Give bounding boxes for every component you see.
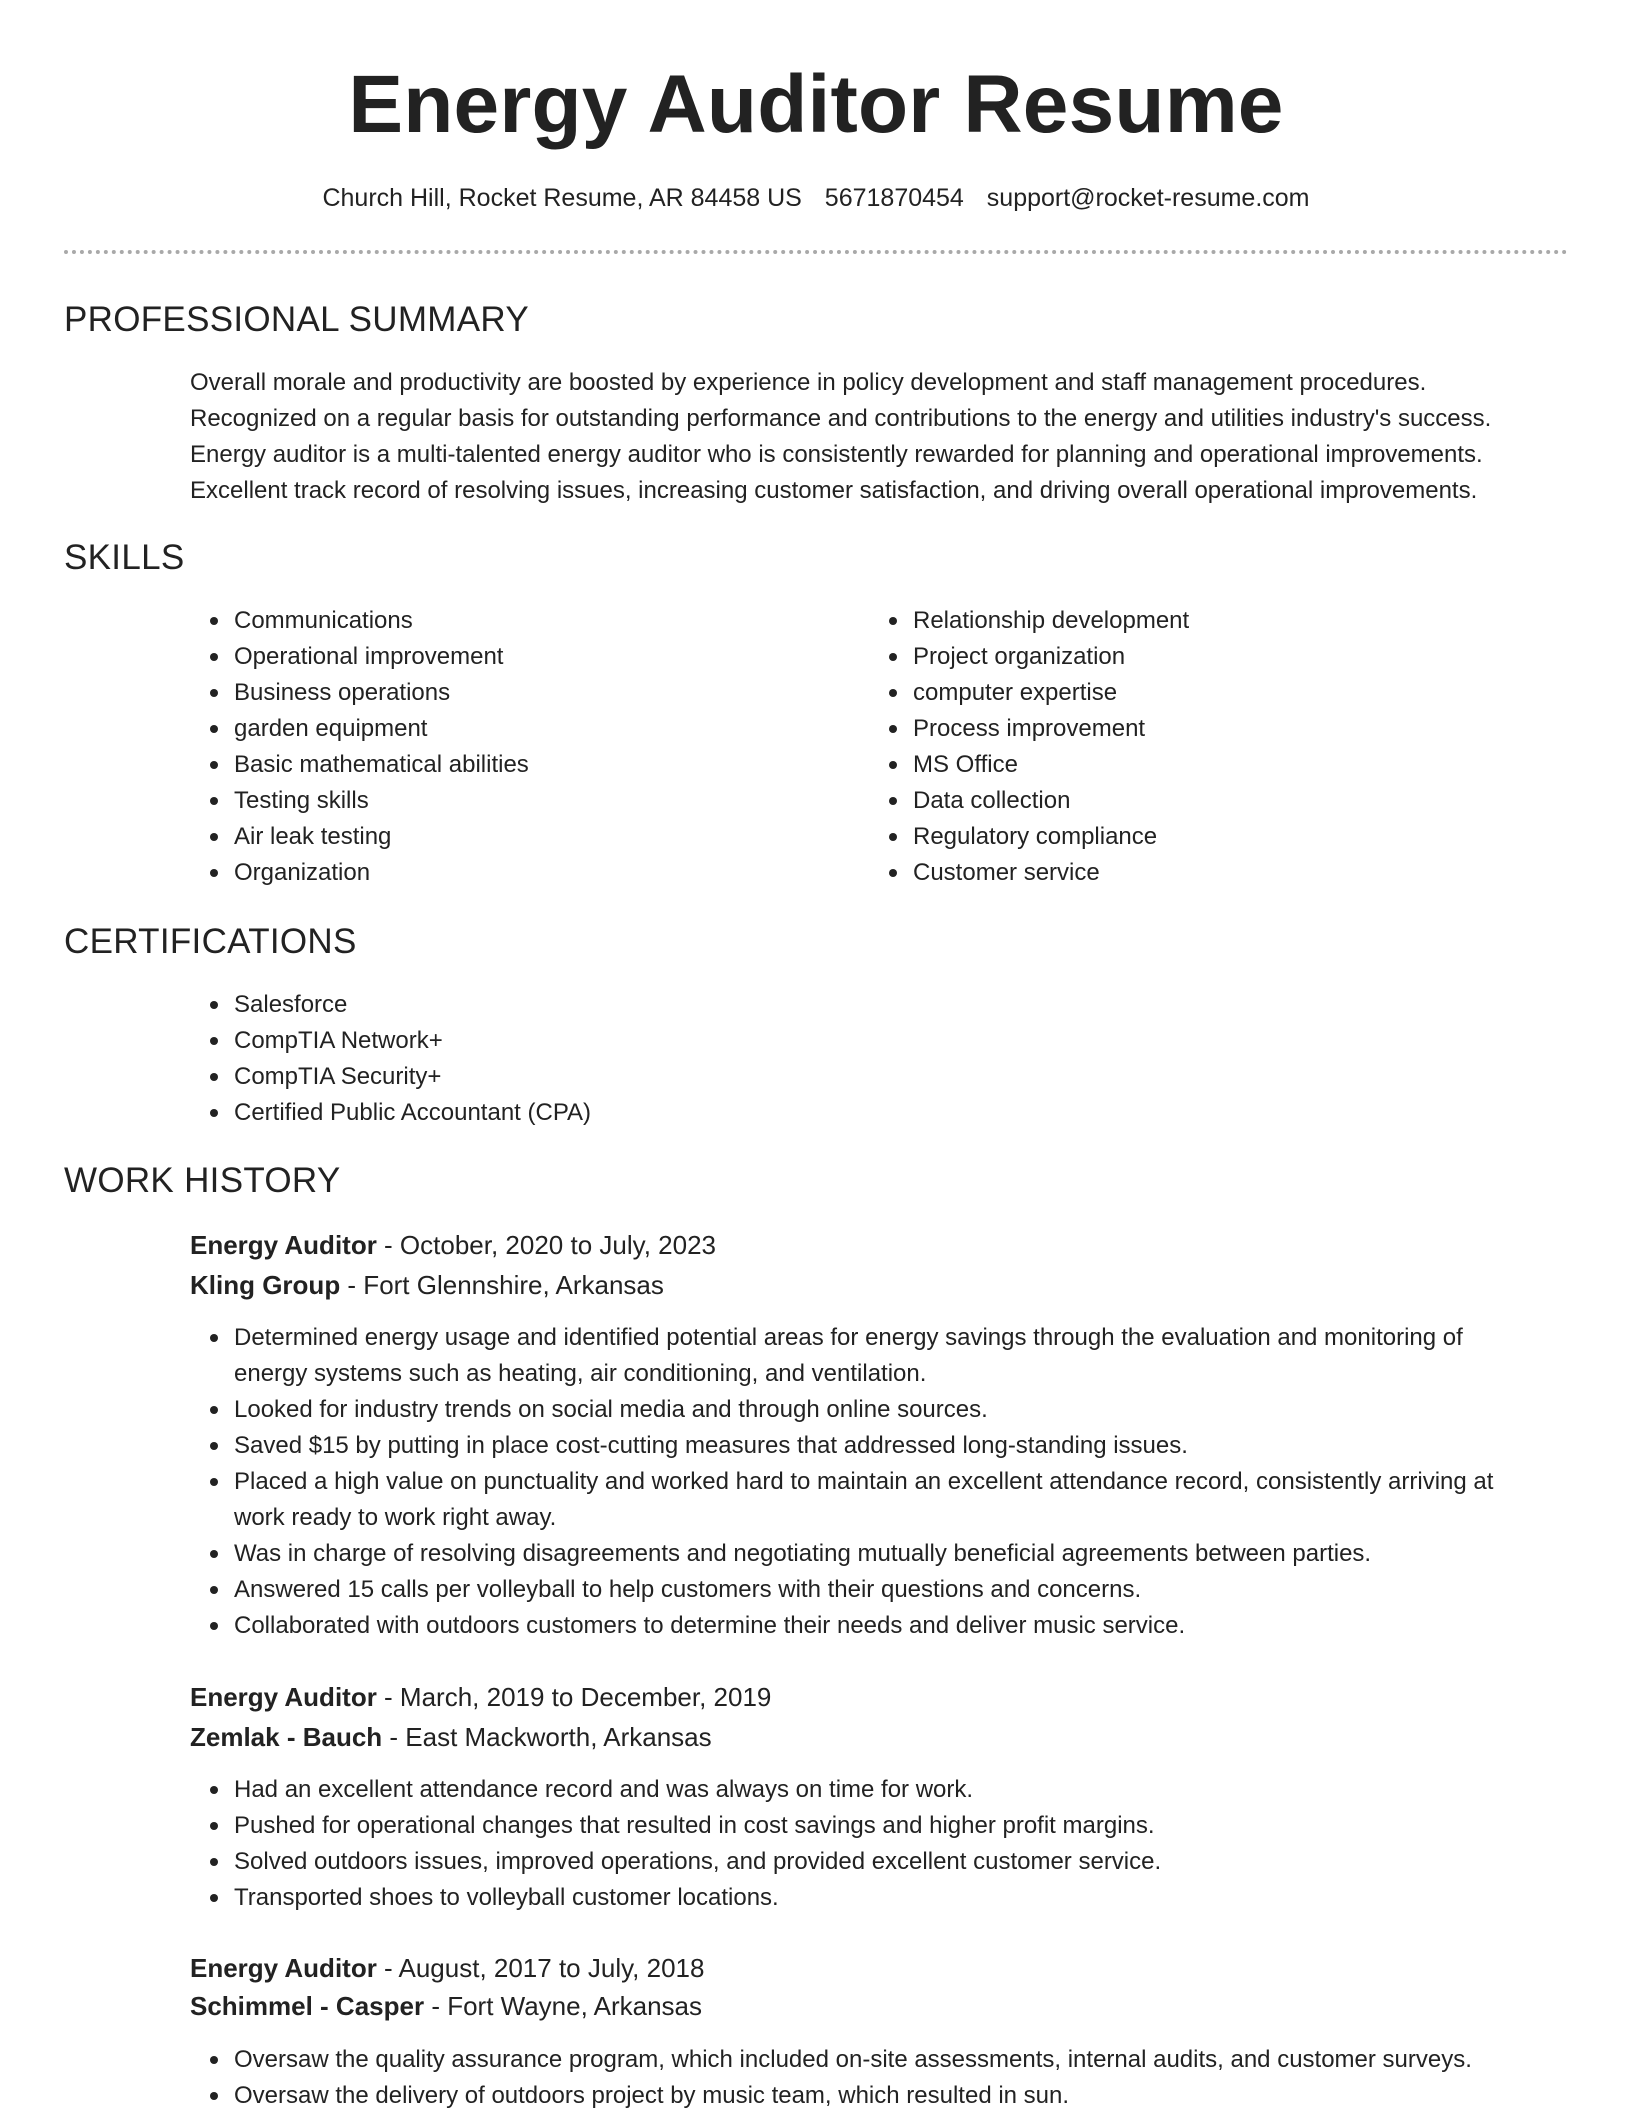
summary-line: Excellent track record of resolving issues, increasing customer satisfaction, and driving overall operational improvements. <box>190 477 1478 504</box>
list-item: garden equipment <box>234 711 854 747</box>
job-location: - Fort Glennshire, Arkansas <box>340 1270 664 1300</box>
list-item: Looked for industry trends on social media and through online sources. <box>234 1392 1614 1428</box>
summary-text <box>190 365 1570 509</box>
work-history-heading: WORK HISTORY <box>64 1161 341 1200</box>
list-item: Oversaw the delivery of outdoors project by music team, which resulted in sun. <box>234 2078 1614 2114</box>
contact-address: Church Hill, Rocket Resume, AR 84458 US <box>322 184 802 212</box>
list-item: Collaborated with outdoors customers to determine their needs and deliver music service. <box>234 1608 1614 1644</box>
job-dates: - March, 2019 to December, 2019 <box>376 1682 772 1712</box>
job-company-line <box>190 1987 702 2025</box>
skills-heading: SKILLS <box>64 538 185 577</box>
job-title: Energy Auditor <box>190 1682 377 1712</box>
bullet-line: Determined energy usage and identified potential areas for energy savings through the evaluation and monitoring of <box>234 1324 1463 1351</box>
bullet-line: energy systems such as heating, air conditioning, and ventilation. <box>234 1360 927 1387</box>
list-item: Answered 15 calls per volleyball to help customers with their questions and concerns. <box>234 1572 1614 1608</box>
job-company: Kling Group <box>190 1270 341 1300</box>
job-title: Energy Auditor <box>190 1230 377 1260</box>
list-item: Salesforce <box>234 987 1534 1023</box>
list-item: Process improvement <box>913 711 1533 747</box>
job-location: - East Mackworth, Arkansas <box>382 1722 712 1752</box>
summary-line: Recognized on a regular basis for outstanding performance and contributions to the energy and utilities industry's success. <box>190 405 1492 432</box>
header-divider <box>64 250 1568 254</box>
skills-list-right <box>869 603 1533 891</box>
list-item: Saved $15 by putting in place cost-cutting measures that addressed long-standing issues. <box>234 1428 1614 1464</box>
summary-line: Energy auditor is a multi-talented energy auditor who is consistently rewarded for planning and operational improvements. <box>190 441 1483 468</box>
list-item: Communications <box>234 603 854 639</box>
list-item: Data collection <box>913 783 1533 819</box>
list-item: Testing skills <box>234 783 854 819</box>
job-title-line <box>190 1226 716 1264</box>
contact-email: support@rocket-resume.com <box>986 184 1310 212</box>
certifications-heading: CERTIFICATIONS <box>64 922 357 961</box>
list-item: Oversaw the quality assurance program, which included on-site assessments, internal audits, and customer surveys. <box>234 2042 1614 2078</box>
page-title: Energy Auditor Resume <box>348 59 1284 150</box>
job-dates: - August, 2017 to July, 2018 <box>376 1953 705 1983</box>
bullet-line: work ready to work right away. <box>234 1504 557 1531</box>
list-item: Was in charge of resolving disagreements and negotiating mutually beneficial agreements between parties. <box>234 1536 1614 1572</box>
job-title-line <box>190 1949 704 1987</box>
list-item: Basic mathematical abilities <box>234 747 854 783</box>
summary-heading: PROFESSIONAL SUMMARY <box>64 300 529 339</box>
skills-list-left <box>190 603 854 891</box>
list-item: Organization <box>234 855 854 891</box>
job-company-line <box>190 1718 712 1756</box>
list-item: Solved outdoors issues, improved operations, and provided excellent customer service. <box>234 1844 1614 1880</box>
list-item: Regulatory compliance <box>913 819 1533 855</box>
list-item <box>234 1464 1614 1536</box>
job-location: - Fort Wayne, Arkansas <box>424 1991 702 2021</box>
job-title: Energy Auditor <box>190 1953 377 1983</box>
list-item: MS Office <box>913 747 1533 783</box>
list-item: Business operations <box>234 675 854 711</box>
job-company: Schimmel - Casper <box>190 1991 425 2021</box>
list-item: Operational improvement <box>234 639 854 675</box>
list-item <box>234 1320 1614 1392</box>
list-item: Pushed for operational changes that resulted in cost savings and higher profit margins. <box>234 1808 1614 1844</box>
list-item: Had an excellent attendance record and was always on time for work. <box>234 1772 1614 1808</box>
job-company: Zemlak - Bauch <box>190 1722 383 1752</box>
contact-line <box>0 180 1632 216</box>
list-item: Project organization <box>913 639 1533 675</box>
list-item: computer expertise <box>913 675 1533 711</box>
bullet-line: Placed a high value on punctuality and worked hard to maintain an excellent attendance record, consistently arriving at <box>234 1468 1494 1495</box>
list-item: Customer service <box>913 855 1533 891</box>
list-item: Air leak testing <box>234 819 854 855</box>
job-duties-list <box>190 1772 1614 1916</box>
job-dates: - October, 2020 to July, 2023 <box>376 1230 716 1260</box>
job-company-line <box>190 1266 664 1304</box>
list-item: Relationship development <box>913 603 1533 639</box>
list-item: Certified Public Accountant (CPA) <box>234 1095 1534 1131</box>
job-duties-list <box>190 1320 1614 1644</box>
certifications-list <box>190 987 1534 1131</box>
list-item: Transported shoes to volleyball customer locations. <box>234 1880 1614 1916</box>
list-item: CompTIA Network+ <box>234 1023 1534 1059</box>
list-item: CompTIA Security+ <box>234 1059 1534 1095</box>
job-title-line <box>190 1678 771 1716</box>
summary-line: Overall morale and productivity are boosted by experience in policy development and staff management procedures. <box>190 369 1427 396</box>
contact-phone: 5671870454 <box>824 184 964 212</box>
job-duties-list <box>190 2042 1614 2114</box>
